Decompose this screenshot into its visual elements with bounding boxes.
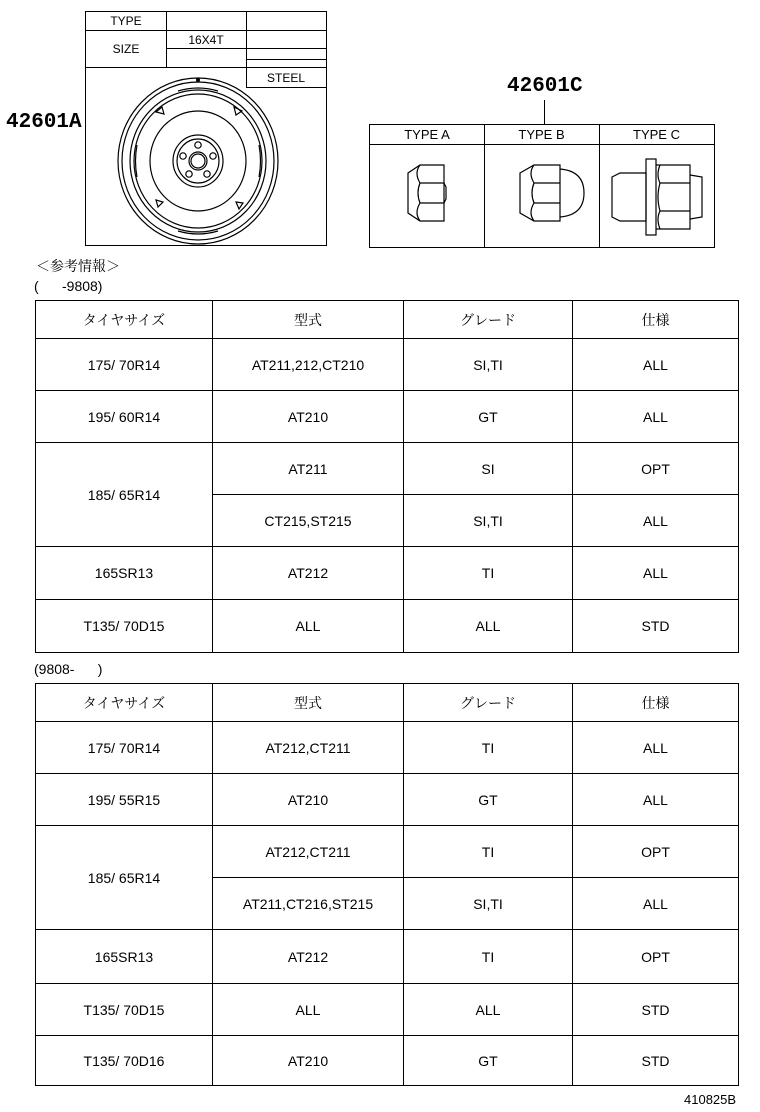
spec: ALL xyxy=(573,878,739,930)
material-value: STEEL xyxy=(266,71,305,85)
grade: GT xyxy=(404,774,573,826)
period-label-2: (9808- ) xyxy=(34,661,103,677)
nut-type-b-label: TYPE B xyxy=(518,127,565,142)
nut-type-table xyxy=(369,124,715,248)
nut-type-a-label: TYPE A xyxy=(404,127,450,142)
period-label-1: ( -9808) xyxy=(34,278,103,294)
tire-size: 185/ 65R14 xyxy=(36,826,213,930)
grade: ALL xyxy=(404,984,573,1036)
tire-size: 175/ 70R14 xyxy=(36,722,213,774)
open-hex-nut-icon xyxy=(406,163,448,227)
spec: OPT xyxy=(573,443,739,495)
tire-size: 195/ 60R14 xyxy=(36,391,213,443)
tire-size: T135/ 70D15 xyxy=(36,984,213,1036)
table-row xyxy=(36,826,739,878)
header-spec: 仕様 xyxy=(573,684,739,722)
grade: GT xyxy=(404,1036,573,1086)
model: AT212,CT211 xyxy=(213,826,404,878)
tire-size: 185/ 65R14 xyxy=(36,443,213,547)
model: CT215,ST215 xyxy=(213,495,404,547)
grade: SI,TI xyxy=(404,339,573,391)
grade: SI,TI xyxy=(404,878,573,930)
grade: SI xyxy=(404,443,573,495)
size-label: SIZE xyxy=(112,42,140,56)
table-row xyxy=(36,600,739,653)
model: AT210 xyxy=(213,774,404,826)
model: ALL xyxy=(213,984,404,1036)
grade: TI xyxy=(404,826,573,878)
model: AT211 xyxy=(213,443,404,495)
table-header xyxy=(36,684,739,722)
grade: TI xyxy=(404,547,573,600)
table-row xyxy=(36,930,739,984)
reference-title: ＜参考情報＞ xyxy=(36,258,120,274)
tire-size: 165SR13 xyxy=(36,547,213,600)
header-grade: グレード xyxy=(404,684,573,722)
tire-spec-table-2 xyxy=(35,683,739,1086)
spec: STD xyxy=(573,984,739,1036)
nut-part-number: 42601C xyxy=(507,75,583,98)
model: ALL xyxy=(213,600,404,653)
table-row xyxy=(36,774,739,826)
model: AT211,CT216,ST215 xyxy=(213,878,404,930)
spec: ALL xyxy=(573,339,739,391)
spec: STD xyxy=(573,600,739,653)
type-label: TYPE xyxy=(110,14,142,28)
tire-size: 175/ 70R14 xyxy=(36,339,213,391)
header-grade: グレード xyxy=(404,301,573,339)
header-spec: 仕様 xyxy=(573,301,739,339)
steel-wheel-icon xyxy=(98,68,298,246)
tire-size: T135/ 70D16 xyxy=(36,1036,213,1086)
table-row xyxy=(36,443,739,495)
grade: GT xyxy=(404,391,573,443)
spec: ALL xyxy=(573,391,739,443)
flanged-cap-nut-icon xyxy=(610,155,710,239)
table-row xyxy=(36,722,739,774)
wheel-part-number: 42601A xyxy=(6,111,82,134)
header-tire-size: タイヤサイズ xyxy=(36,684,213,722)
header-model: 型式 xyxy=(213,301,404,339)
spec: ALL xyxy=(573,495,739,547)
table-row xyxy=(36,984,739,1036)
spec: OPT xyxy=(573,930,739,984)
grade: TI xyxy=(404,722,573,774)
table-row xyxy=(36,1036,739,1086)
spec: STD xyxy=(573,1036,739,1086)
leader-line xyxy=(544,100,545,124)
spec: ALL xyxy=(573,774,739,826)
size-value: 16X4T xyxy=(188,33,224,47)
model: AT211,212,CT210 xyxy=(213,339,404,391)
header-model: 型式 xyxy=(213,684,404,722)
tire-size: 165SR13 xyxy=(36,930,213,984)
model: AT210 xyxy=(213,391,404,443)
table-row xyxy=(36,547,739,600)
model: AT210 xyxy=(213,1036,404,1086)
tire-spec-table-1 xyxy=(35,300,739,653)
model: AT212 xyxy=(213,547,404,600)
tire-size: T135/ 70D15 xyxy=(36,600,213,653)
wheel-spec-box xyxy=(85,11,327,246)
diagram-code: 410825B xyxy=(684,1092,737,1107)
table-row xyxy=(36,339,739,391)
nut-type-c-label: TYPE C xyxy=(633,127,680,142)
header-tire-size: タイヤサイズ xyxy=(36,301,213,339)
spec: OPT xyxy=(573,826,739,878)
table-row xyxy=(36,391,739,443)
model: AT212 xyxy=(213,930,404,984)
table-header xyxy=(36,301,739,339)
model: AT212,CT211 xyxy=(213,722,404,774)
tire-size: 195/ 55R15 xyxy=(36,774,213,826)
spec: ALL xyxy=(573,722,739,774)
grade: ALL xyxy=(404,600,573,653)
spec: ALL xyxy=(573,547,739,600)
cap-hex-nut-icon xyxy=(518,163,588,227)
grade: TI xyxy=(404,930,573,984)
grade: SI,TI xyxy=(404,495,573,547)
